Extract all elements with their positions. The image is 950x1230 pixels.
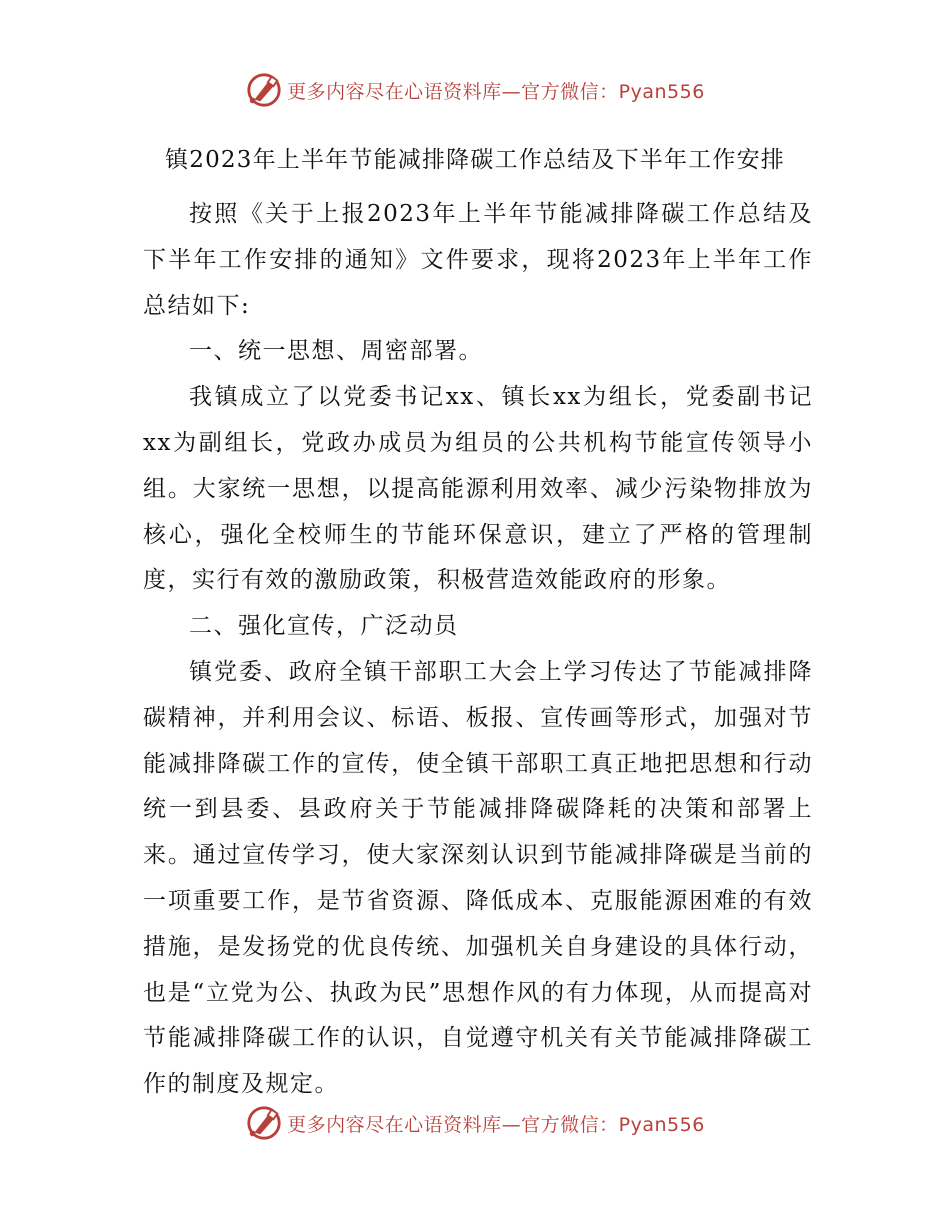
footer-banner — [0, 1103, 950, 1143]
document-title: 镇2023年上半年节能减排降碳工作总结及下半年工作安排 — [165, 147, 785, 173]
intro-paragraph: 按照《关于上报2023年上半年节能减排降碳工作总结及下半年工作安排的通知》文件要求，现将2023年上半年工作总结如下: — [143, 201, 813, 319]
document-body — [143, 192, 813, 1108]
body-paragraph-1: 我镇成立了以党委书记xx、镇长xx为组长，党委副书记xx为副组长，党政办成员为组员的公共机构节能宣传领导小组。大家统一思想，以提高能源利用效率、减少污染物排放为核心，强化全校师生的节能环保意识，建立了严格的管理制度，实行有效的激励政策，积极营造效能政府的形象。 — [143, 384, 813, 594]
body-paragraph-2: 镇党委、政府全镇干部职工大会上学习传达了节能减排降碳精神，并利用会议、标语、板报、宣传画等形式，加强对节能减排降碳工作的宣传，使全镇干部职工真正地把思想和行动统一到县委、县政府关于节能减排降碳降耗的决策和部署上来。通过宣传学习，使大家深刻认识到节能减排降碳是当前的一项重要工作，是节省资源、降低成本、克服能源困难的有效措施，是发扬党的优良传统、加强机关自身建设的具体行动，也是“立党为公、执政为民”思想作风的有力体现，从而提高对节能减排降碳工作的认识，自觉遵守机关有关节能减排降碳工作的制度及规定。 — [143, 658, 813, 1098]
banner-text: 更多内容尽在心语资料库—官方微信：Pyan556 — [287, 80, 705, 103]
banner-text: 更多内容尽在心语资料库—官方微信：Pyan556 — [287, 1113, 705, 1136]
pen-nib-logo-icon — [245, 71, 283, 109]
section-heading-2: 二、强化宣传，广泛动员 — [189, 613, 459, 640]
section-heading-1: 一、统一思想、周密部署。 — [189, 338, 483, 365]
header-banner — [0, 70, 950, 110]
pen-nib-logo-icon — [245, 1104, 283, 1142]
